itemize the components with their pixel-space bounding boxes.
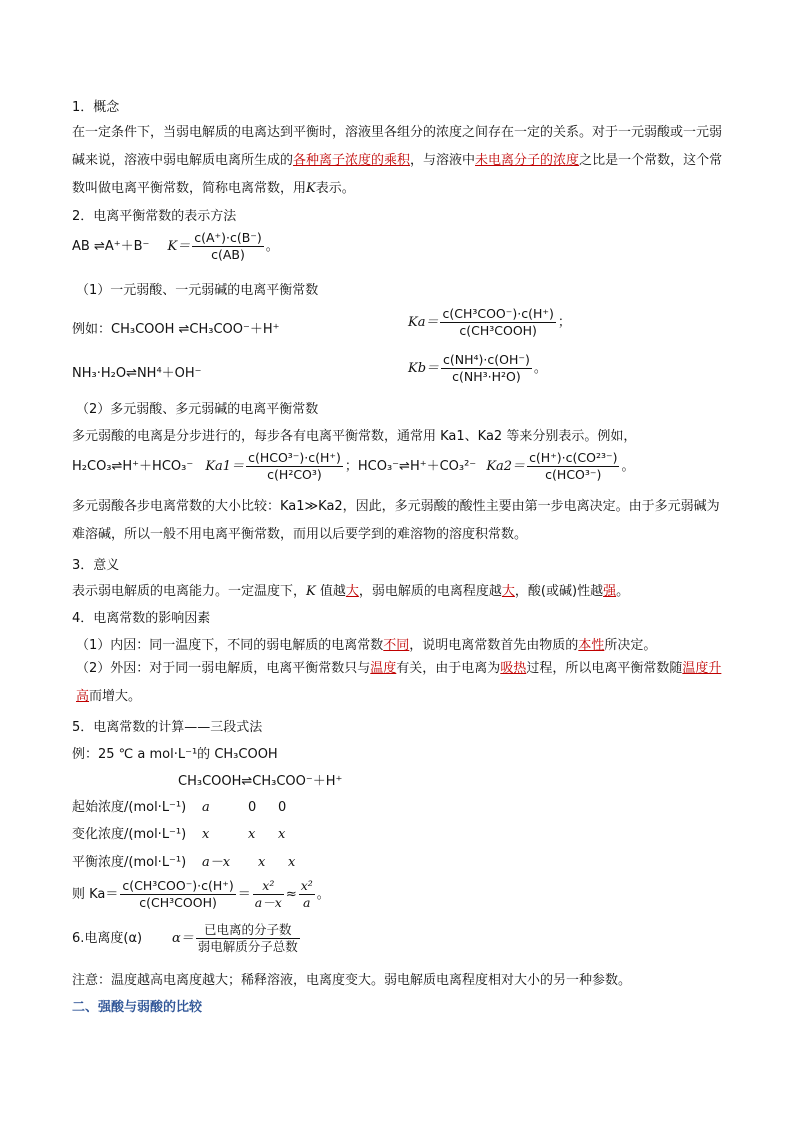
highlight-term: 不同 <box>383 638 410 653</box>
numerator: c(NH⁴)·c(OH⁻) <box>443 352 530 367</box>
text: 值越 <box>315 584 346 599</box>
denominator: c(H²CO³) <box>267 467 322 482</box>
external-factor <box>76 655 724 711</box>
fraction <box>440 306 555 339</box>
text: 表示弱电解质的电离能力。一定温度下， <box>72 584 307 599</box>
ka-symbol: Ka＝ <box>408 315 439 330</box>
period: 。 <box>533 361 547 376</box>
note: 注意：温度越高电离度越大；稀释溶液，电离度变大。弱电解质电离程度相对大小的另一种参数。 <box>72 973 632 988</box>
section-1-title: 1．概念 <box>72 100 120 115</box>
fraction <box>196 922 300 955</box>
cell: a <box>202 800 210 815</box>
numerator: x² <box>253 878 284 895</box>
calc-equation: CH₃COOH⇌CH₃COO⁻＋H⁺ <box>178 774 343 789</box>
text: ，与溶液中 <box>410 153 476 168</box>
highlight-term: 本性 <box>578 638 605 653</box>
numerator: x² <box>300 878 313 893</box>
highlight-term: 温度 <box>370 661 397 676</box>
ionization-degree <box>72 922 302 955</box>
example-2-equation: NH₃·H₂O⇌NH⁴＋OH⁻ <box>72 366 202 381</box>
equation: H₂CO₃⇌H⁺＋HCO₃⁻ <box>72 459 194 474</box>
row-label: 变化浓度/(mol·L⁻¹) <box>72 827 187 842</box>
compare-paragraph: 多元弱酸各步电离常数的大小比较：Ka1≫Ka2，因此，多元弱酸的酸性主要由第一步电离决定。由于多元弱碱为难溶碱，所以一般不用电离平衡常数，而用以后要学到的难溶物的溶度积常数。 <box>72 499 720 542</box>
fraction <box>299 878 315 911</box>
denominator: a <box>303 895 311 910</box>
section-3-text <box>72 580 629 599</box>
numerator: c(HCO³⁻)·c(H⁺) <box>248 450 341 465</box>
numerator: 已电离的分子数 <box>196 922 300 939</box>
cell: 0 <box>248 800 257 815</box>
example-1-equation: 例如：CH₃COOH ⇌CH₃COO⁻＋H⁺ <box>72 322 280 337</box>
denominator: c(AB) <box>211 247 245 262</box>
symbol: K <box>306 584 316 599</box>
numerator: c(CH³COO⁻)·c(H⁺) <box>442 306 554 321</box>
denominator: c(CH³COOH) <box>459 323 537 338</box>
fraction <box>527 450 619 483</box>
internal-factor <box>76 634 656 653</box>
text: 而增大。 <box>89 689 142 704</box>
text: （1）内因：同一温度下，不同的弱电解质的电离常数 <box>76 638 384 653</box>
text: 在一定条件下，当弱电解质的电离达到平衡时，溶液里各组分的浓度之间存在一定的关系。对于一元弱酸或一元弱碱来说，溶液中弱电解质电离所生成的 <box>72 125 723 168</box>
section-5-title: 5．电离常数的计算——三段式法 <box>72 720 263 735</box>
ka-derivation <box>72 878 330 911</box>
fraction <box>192 230 264 263</box>
calc-example: 例：25 ℃ a mol·L⁻¹的 CH₃COOH <box>72 747 278 762</box>
ka2-symbol: Ka2＝ <box>486 459 526 474</box>
row-label: 起始浓度/(mol·L⁻¹) <box>72 800 187 815</box>
cell: x <box>288 855 296 870</box>
kb-expression <box>408 352 547 385</box>
ice-row-change <box>72 823 285 842</box>
alpha-symbol: α＝ <box>172 931 194 946</box>
text: ，弱电解质的电离程度越 <box>358 584 502 599</box>
denominator: a－x <box>254 895 282 910</box>
ka1-symbol: Ka1＝ <box>205 459 245 474</box>
equation: AB ⇌A⁺＋B⁻ <box>72 239 150 254</box>
ka-expression <box>408 306 571 339</box>
text: 则 Ka＝ <box>72 887 119 902</box>
text: ，说明电离常数首先由物质的 <box>409 638 579 653</box>
denominator: c(CH³COOH) <box>139 895 217 910</box>
denominator: 弱电解质分子总数 <box>197 939 298 954</box>
label: 6.电离度(α) <box>72 931 143 946</box>
period: 。 <box>265 239 279 254</box>
ice-row-initial <box>72 796 286 815</box>
section-1-paragraph <box>72 119 724 203</box>
equals: ＝ <box>237 887 251 902</box>
fraction <box>441 352 532 385</box>
cell: a－x <box>202 855 231 870</box>
section-2-title: 2．电离平衡常数的表示方法 <box>72 209 237 224</box>
highlight-term: 强 <box>603 584 617 599</box>
highlight-term: 大 <box>501 584 515 599</box>
text: 过程，所以电离平衡常数随 <box>526 661 683 676</box>
symbol: K <box>306 181 316 196</box>
text: 有关，由于电离为 <box>396 661 501 676</box>
row-label: 平衡浓度/(mol·L⁻¹) <box>72 855 187 870</box>
multi-acid-paragraph: 多元弱酸的电离是分步进行的，每步各有电离平衡常数，通常用 Ka1、Ka2 等来分别表示。例如， <box>72 429 637 444</box>
text: 表示。 <box>315 181 355 196</box>
fraction <box>246 450 343 483</box>
numerator: c(A⁺)·c(B⁻) <box>194 230 262 245</box>
k-symbol: K＝ <box>167 239 191 254</box>
period: 。 <box>621 459 635 474</box>
highlight-term: 吸热 <box>500 661 527 676</box>
numerator: c(H⁺)·c(CO²³⁻) <box>529 450 618 465</box>
highlight-term: 未电离分子的浓度 <box>475 153 580 168</box>
text: 所决定。 <box>604 638 657 653</box>
numerator: c(CH³COO⁻)·c(H⁺) <box>122 878 234 893</box>
subsection-2: （2）多元弱酸、多元弱碱的电离平衡常数 <box>76 402 319 417</box>
text: 之比是一个常数，这个常数叫做电离平衡常数，简称电离常数，用 <box>72 153 723 196</box>
cell: x <box>278 827 286 842</box>
fraction <box>253 878 284 911</box>
highlight-term: 大 <box>345 584 359 599</box>
highlight-term: 各种离子浓度的乘积 <box>293 153 411 168</box>
cell: 0 <box>278 800 287 815</box>
highlight-term: 温度升高 <box>76 661 722 704</box>
equation: ；HCO₃⁻⇌H⁺＋CO₃²⁻ <box>344 459 477 474</box>
cell: x <box>258 855 266 870</box>
section-ii-title: 二、强酸与弱酸的比较 <box>72 1000 203 1015</box>
cell: x <box>248 827 256 842</box>
cell: x <box>202 827 210 842</box>
h2co3-equilibria <box>72 450 635 483</box>
ab-equilibrium <box>72 230 279 263</box>
denominator: c(NH³·H²O) <box>452 369 521 384</box>
approx: ≈ <box>285 887 297 902</box>
denominator: c(HCO³⁻) <box>545 467 602 482</box>
section-3-title: 3．意义 <box>72 558 120 573</box>
semicolon: ； <box>557 315 571 330</box>
ice-row-equilibrium <box>72 851 295 870</box>
section-4-title: 4．电离常数的影响因素 <box>72 611 211 626</box>
fraction <box>120 878 235 911</box>
subsection-1: （1）一元弱酸、一元弱碱的电离平衡常数 <box>76 283 319 298</box>
kb-symbol: Kb＝ <box>408 361 440 376</box>
text: 。 <box>616 584 630 599</box>
text: （2）外因：对于同一弱电解质，电离平衡常数只与 <box>76 661 371 676</box>
text: ，酸(或碱)性越 <box>514 584 604 599</box>
period: 。 <box>316 887 330 902</box>
